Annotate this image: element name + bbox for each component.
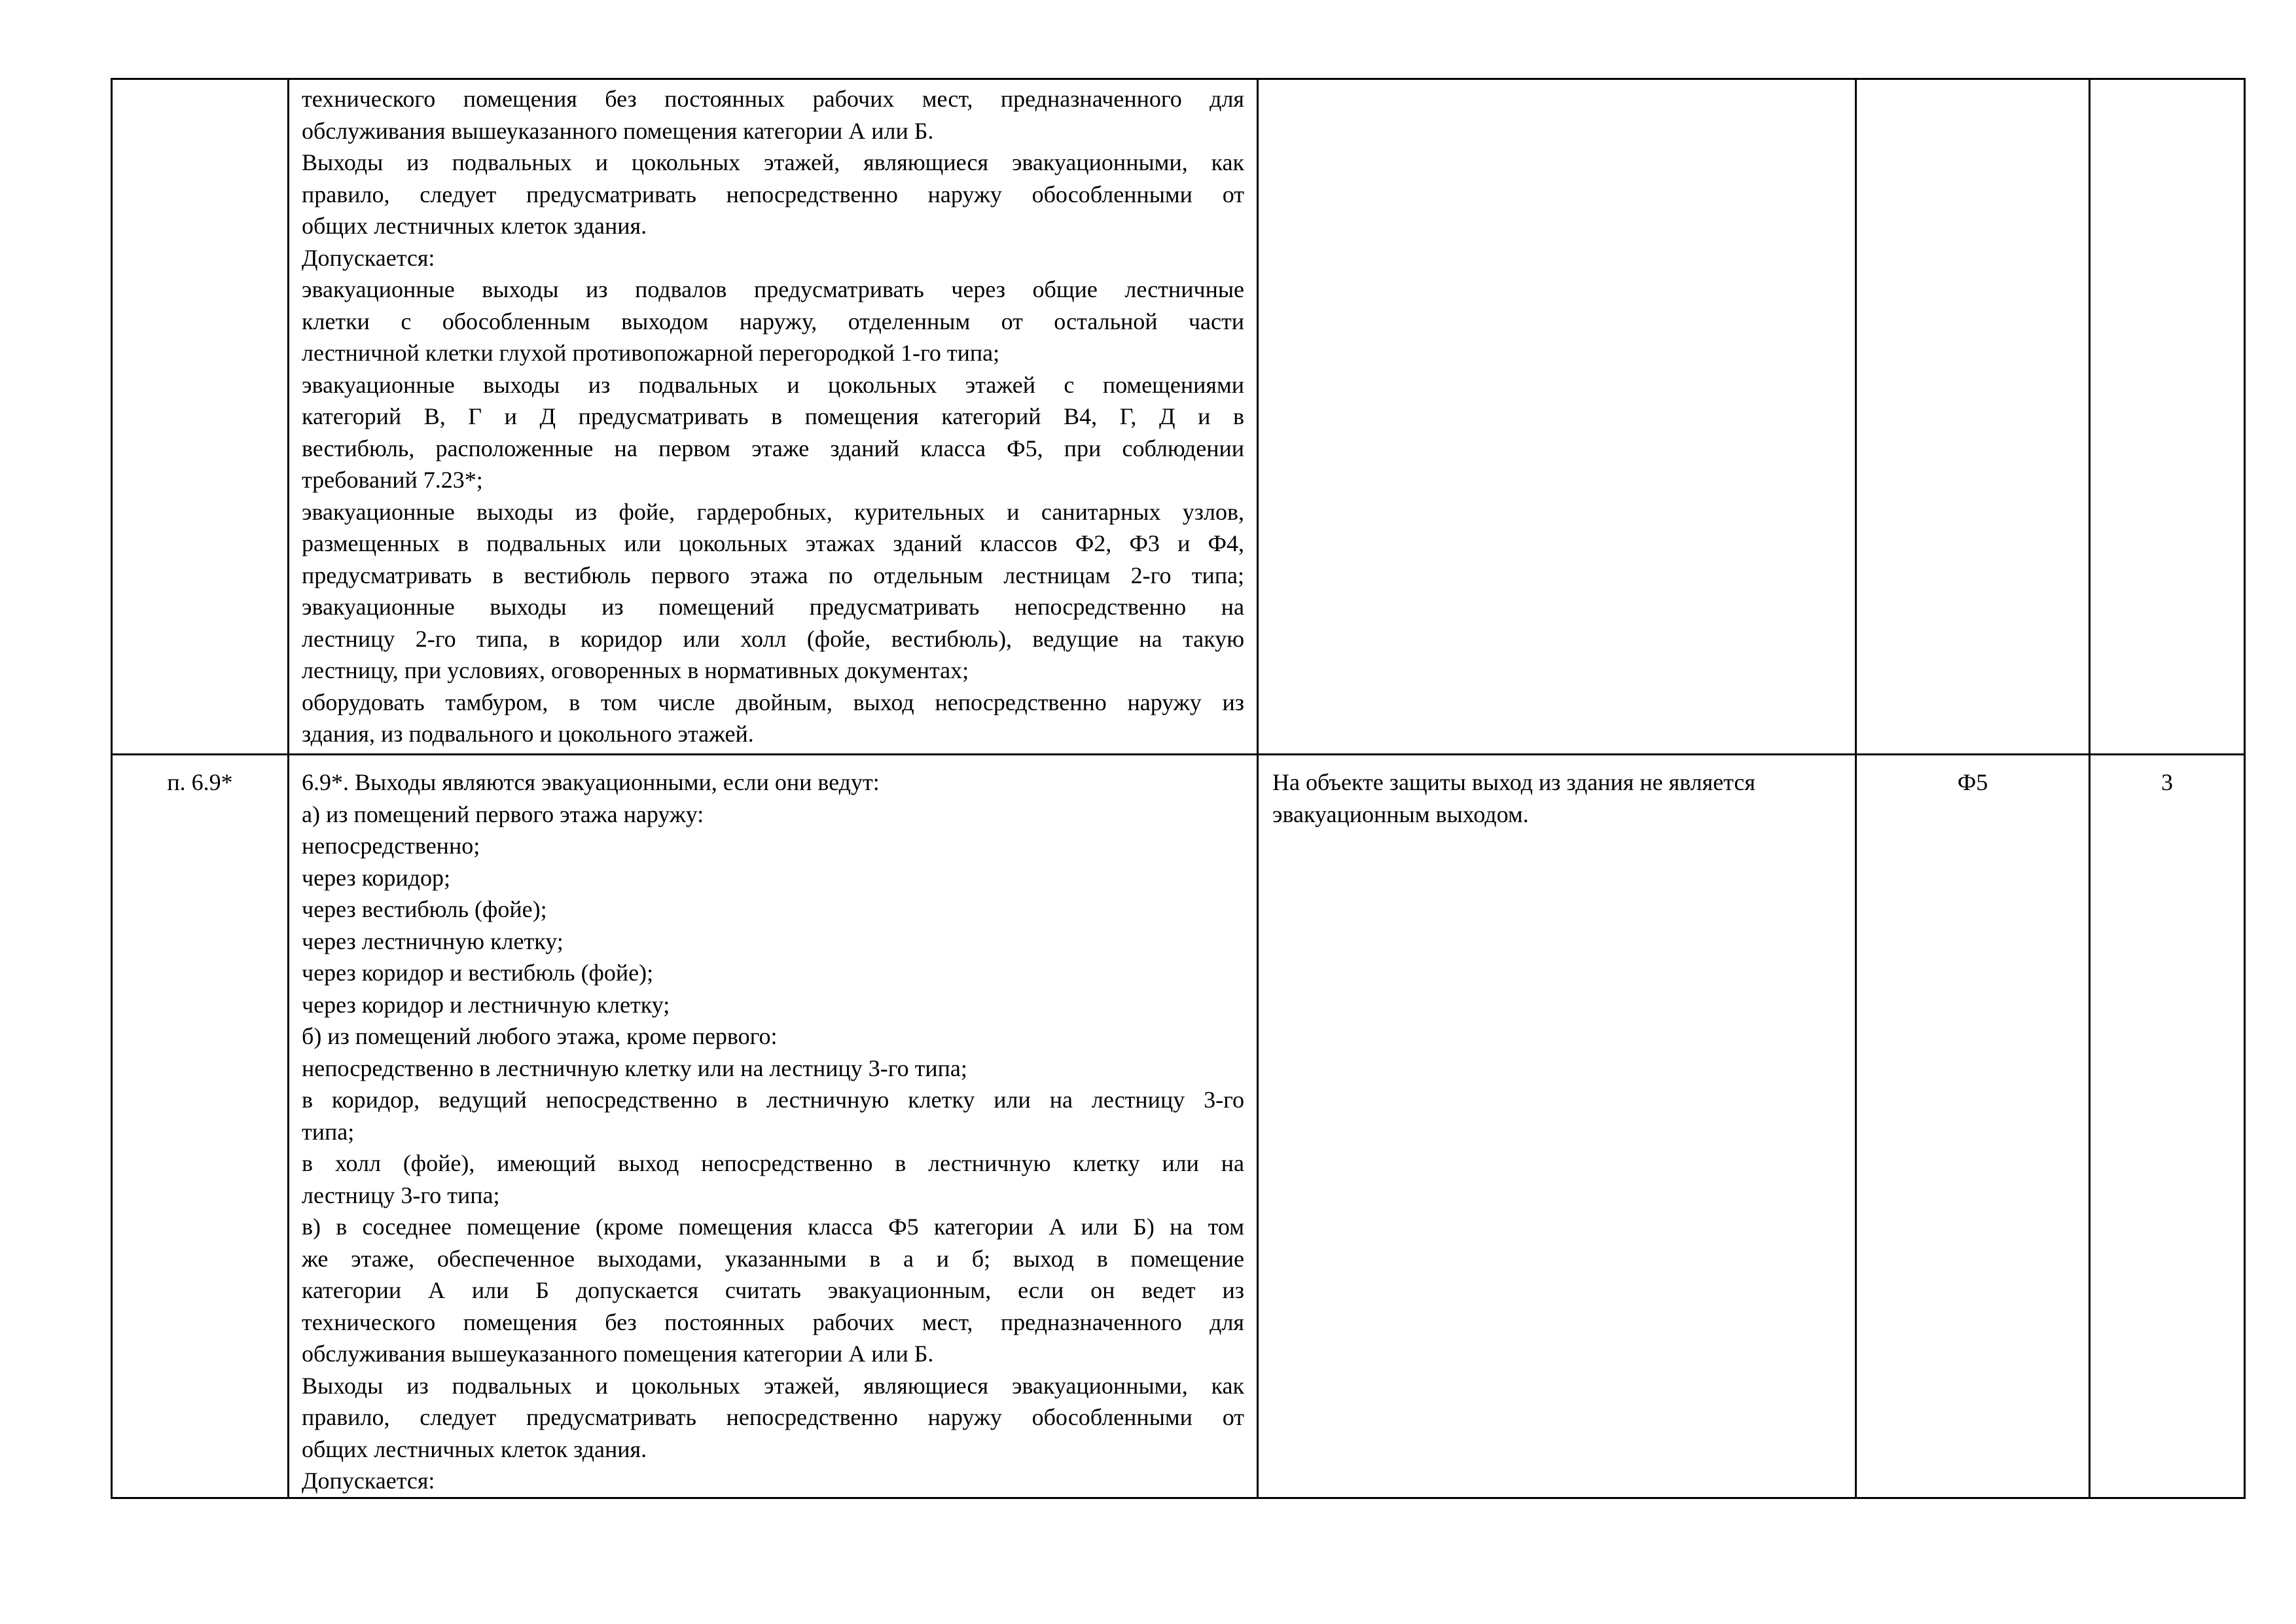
fact-cell (1258, 79, 1856, 755)
requirement-line: эвакуационные выходы из подвалов предусматривать через общие лестничные (302, 276, 1244, 302)
requirement-line: лестницу 2-го типа, в коридор или холл (фойе, вестибюль), ведущие на такую (302, 625, 1244, 652)
requirement-line: в холл (фойе), имеющий выход непосредственно в лестничную клетку или на (302, 1150, 1244, 1176)
number-cell (2090, 755, 2245, 1498)
fact-cell (1258, 755, 1856, 1498)
requirement-line: здания, из подвального и цокольного этажей. (302, 721, 754, 747)
requirement-line: категории А или Б допускается считать эвакуационным, если он ведет из (302, 1277, 1244, 1303)
class-value: Ф5 (1957, 769, 1988, 795)
requirement-line: Выходы из подвальных и цокольных этажей, являющиеся эвакуационными, как (302, 1372, 1244, 1399)
clause-label: п. 6.9* (167, 769, 233, 795)
number-cell (2090, 79, 2245, 755)
requirement-line: лестницу, при условиях, оговоренных в нормативных документах; (302, 657, 969, 683)
requirement-cell (289, 79, 1258, 755)
requirement-line: технического помещения без постоянных рабочих мест, предназначенного для (302, 1308, 1244, 1335)
requirement-line: эвакуационные выходы из фойе, гардеробных, курительных и санитарных узлов, (302, 498, 1244, 525)
clause-cell (112, 755, 289, 1498)
requirement-line: общих лестничных клеток здания. (302, 1435, 647, 1462)
requirement-text (302, 83, 1244, 750)
requirement-line: обслуживания вышеуказанного помещения категории А или Б. (302, 117, 934, 144)
requirement-line: обслуживания вышеуказанного помещения категории А или Б. (302, 1341, 934, 1367)
table-row (112, 755, 2245, 1498)
requirement-line: в коридор, ведущий непосредственно в лестничную клетку или на лестницу 3-го (302, 1087, 1244, 1113)
requirement-line: правило, следует предусматривать непосредственно наружу обособленными от (302, 181, 1244, 208)
requirement-cell (289, 755, 1258, 1498)
requirement-text (302, 767, 1244, 1497)
requirement-line: через коридор и вестибюль (фойе); (302, 960, 654, 986)
requirement-line: вестибюль, расположенные на первом этаже зданий класса Ф5, при соблюдении (302, 435, 1244, 461)
requirement-line: через лестничную клетку; (302, 928, 564, 954)
requirement-line: категорий В, Г и Д предусматривать в помещения категорий В4, Г, Д и в (302, 403, 1244, 429)
requirement-line: в) в соседнее помещение (кроме помещения класса Ф5 категории А или Б) на том (302, 1214, 1244, 1240)
compliance-table (111, 78, 2246, 1499)
class-cell (1856, 79, 2090, 755)
requirement-line: же этаже, обеспеченное выходами, указанными в а и б; выход в помещение (302, 1245, 1244, 1272)
requirement-line: оборудовать тамбуром, в том числе двойным, выход непосредственно наружу из (302, 689, 1244, 715)
requirement-line: непосредственно; (302, 833, 480, 859)
class-cell (1856, 755, 2090, 1498)
requirement-line: предусматривать в вестибюль первого этажа по отдельным лестницам 2-го типа; (302, 562, 1244, 588)
requirement-line: эвакуационные выходы из помещений предусматривать непосредственно на (302, 594, 1244, 620)
requirement-line: лестничной клетки глухой противопожарной перегородкой 1-го типа; (302, 340, 1000, 366)
requirement-line: через коридор и лестничную клетку; (302, 991, 670, 1018)
requirement-line: Допускается: (302, 1468, 435, 1494)
requirement-line: б) из помещений любого этажа, кроме первого: (302, 1023, 778, 1049)
requirement-line: общих лестничных клеток здания. (302, 213, 647, 239)
requirement-line: клетки с обособленным выходом наружу, отделенным от остальной части (302, 308, 1244, 334)
requirement-line: технического помещения без постоянных рабочих мест, предназначенного для (302, 86, 1244, 112)
requirement-line: непосредственно в лестничную клетку или на лестницу 3-го типа; (302, 1055, 967, 1081)
requirement-line: через коридор; (302, 864, 450, 891)
clause-cell (112, 79, 289, 755)
requirement-line: типа; (302, 1118, 355, 1145)
fact-text: На объекте защиты выход из здания не является эвакуационным выходом. (1272, 769, 1755, 827)
requirement-line: эвакуационные выходы из подвальных и цокольных этажей с помещениями (302, 371, 1244, 398)
table-row (112, 79, 2245, 755)
requirement-line: правило, следует предусматривать непосредственно наружу обособленными от (302, 1404, 1244, 1430)
requirement-line: размещенных в подвальных или цокольных этажах зданий классов Ф2, Ф3 и Ф4, (302, 530, 1244, 556)
requirement-line: требований 7.23*; (302, 467, 483, 493)
requirement-line: Допускается: (302, 244, 435, 271)
requirement-line: Выходы из подвальных и цокольных этажей, являющиеся эвакуационными, как (302, 149, 1244, 175)
requirement-line: через вестибюль (фойе); (302, 896, 547, 922)
requirement-line: лестницу 3-го типа; (302, 1182, 500, 1208)
number-value: 3 (2161, 769, 2173, 795)
requirement-line: 6.9*. Выходы являются эвакуационными, если они ведут: (302, 769, 880, 795)
requirement-line: а) из помещений первого этажа наружу: (302, 801, 704, 827)
